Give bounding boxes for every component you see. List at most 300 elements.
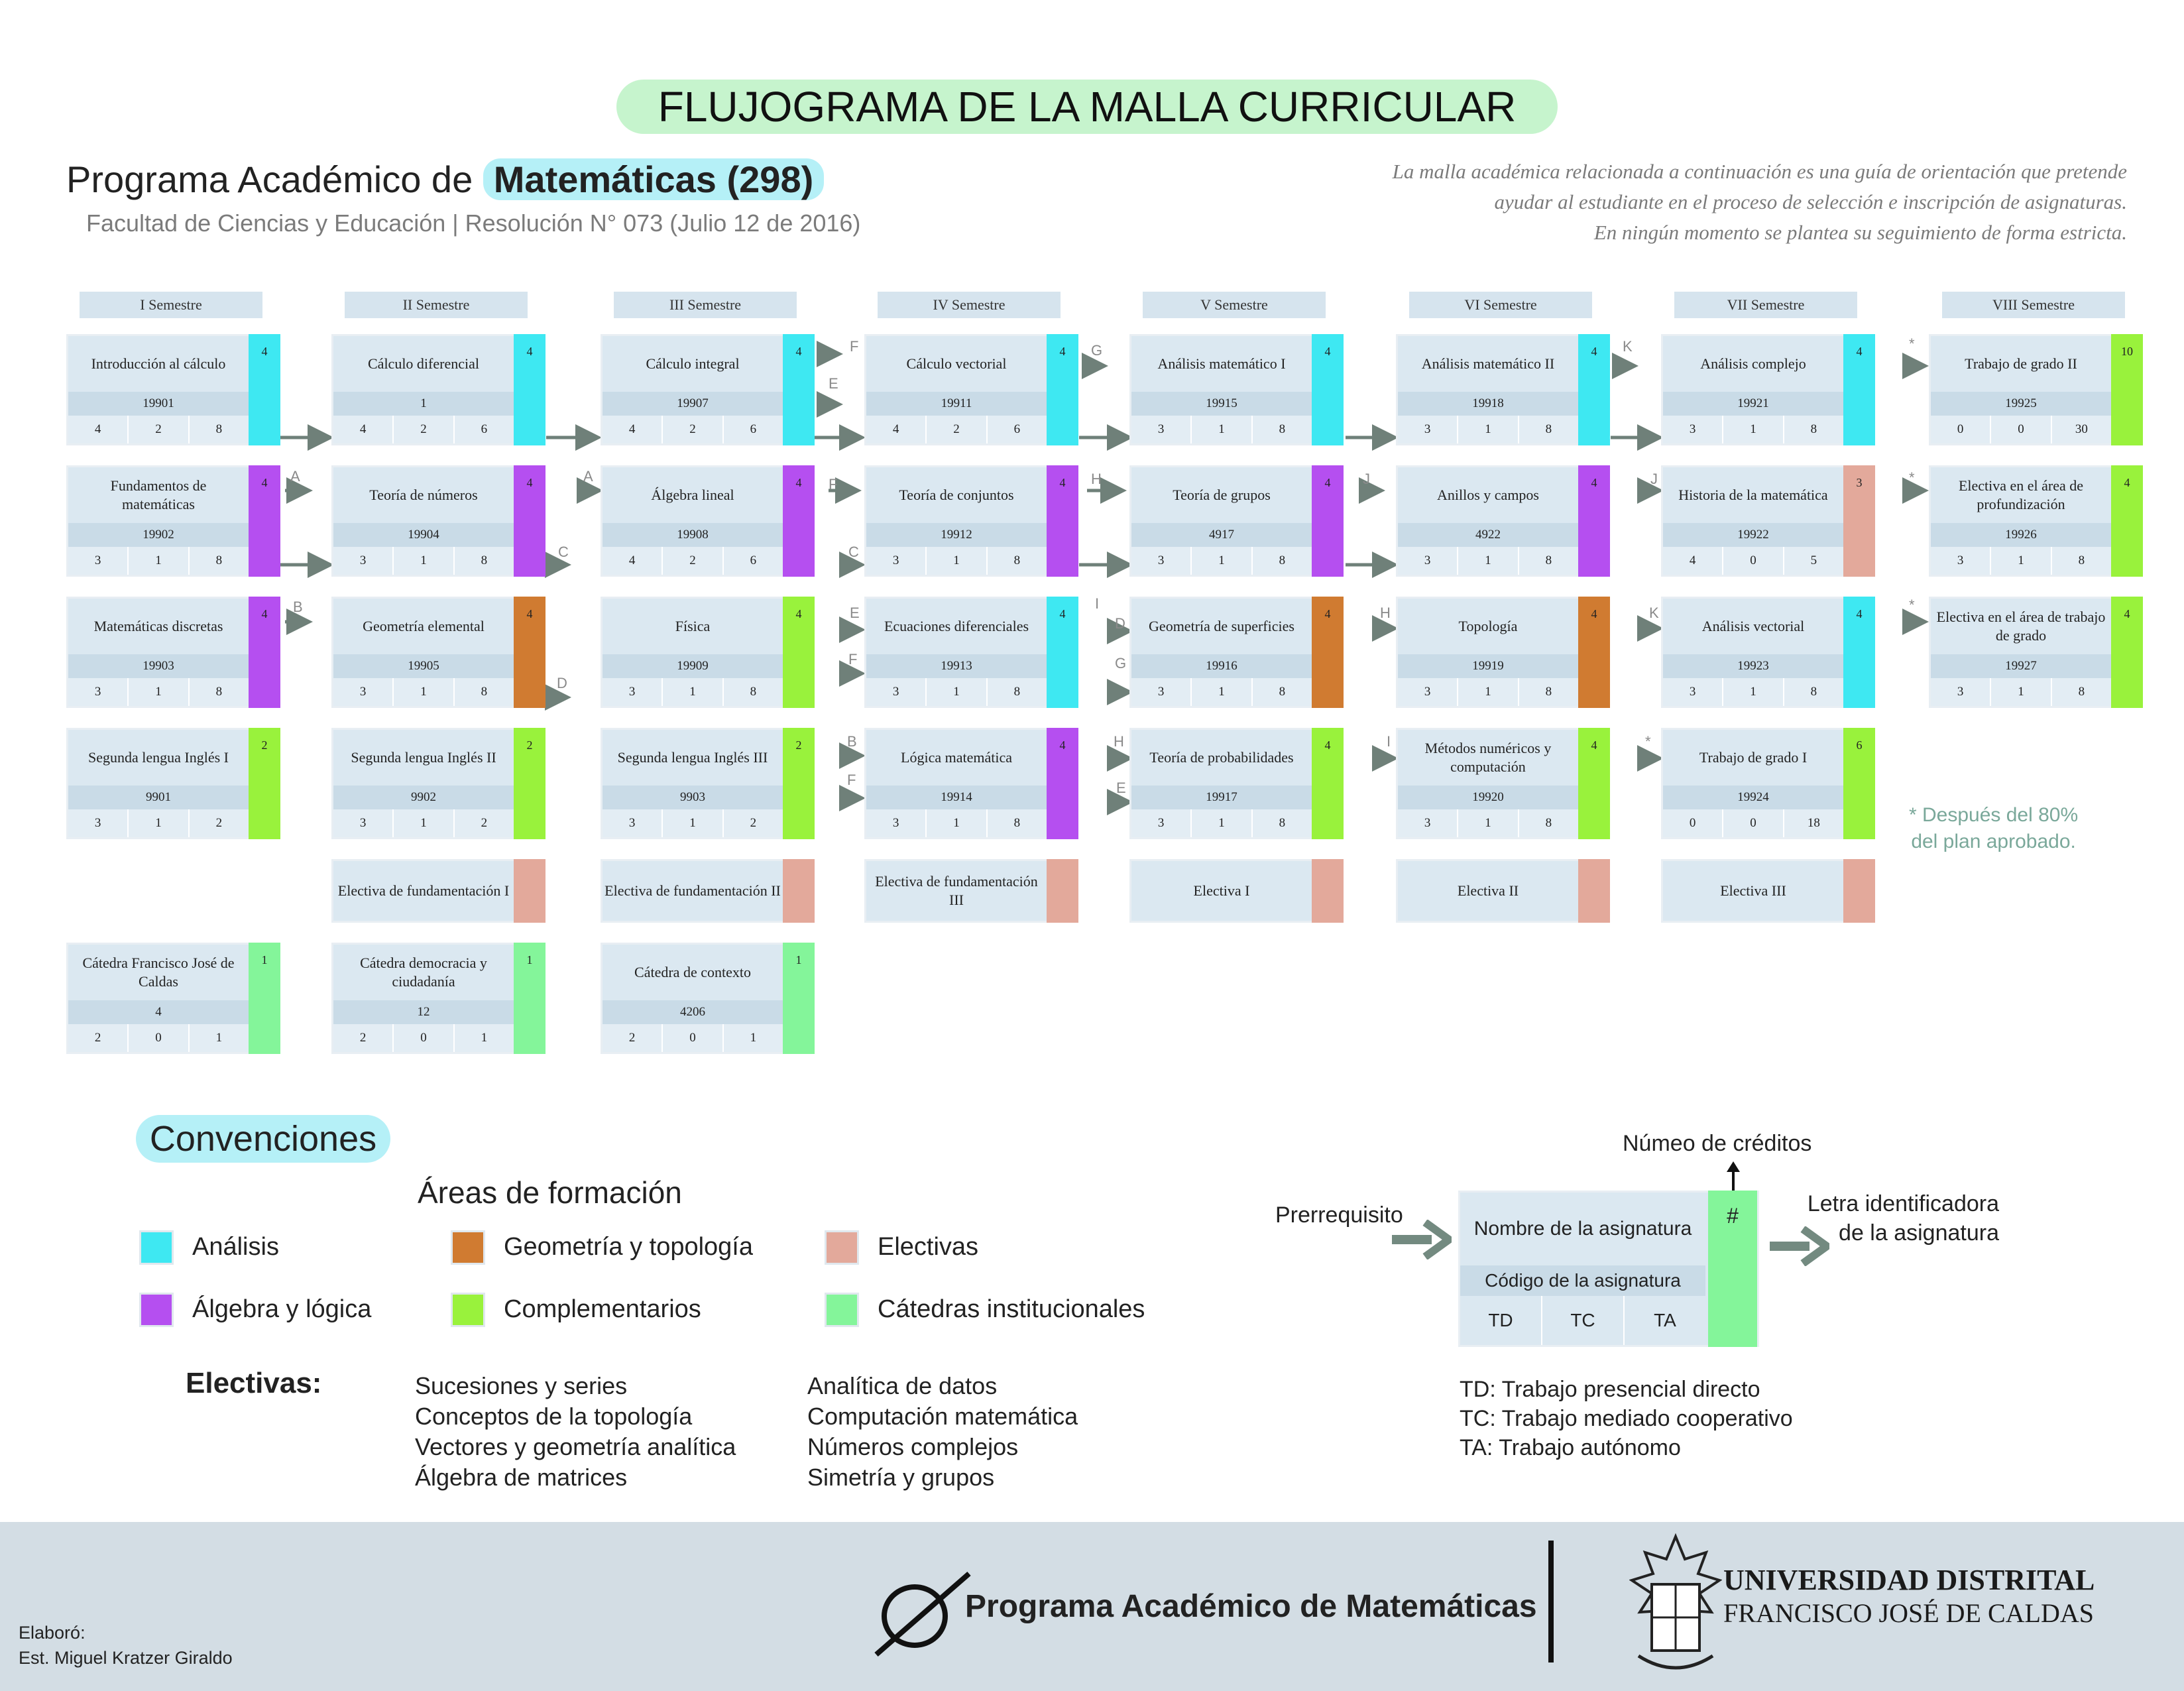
legend-label: Álgebra y lógica bbox=[192, 1295, 372, 1323]
conventions-title: Convenciones bbox=[136, 1115, 390, 1163]
elective-card[interactable] bbox=[601, 859, 813, 923]
course-credits: 4 bbox=[1312, 597, 1344, 708]
course-code: 19921 bbox=[1663, 392, 1843, 416]
course-code: 19918 bbox=[1398, 392, 1578, 416]
legend-swatch-geometria bbox=[451, 1230, 485, 1265]
course-name: Introducción al cálculo bbox=[91, 355, 226, 372]
course-hours bbox=[1931, 678, 2111, 706]
hours-ta: 6 bbox=[1013, 422, 1021, 436]
course-card[interactable] bbox=[1396, 334, 1608, 445]
hours-ta: 8 bbox=[1013, 554, 1021, 567]
prerequisite-letter: J bbox=[1363, 471, 1370, 487]
course-credits: 4 bbox=[514, 597, 546, 708]
course-card[interactable] bbox=[1129, 728, 1342, 839]
hours-ta: 8 bbox=[750, 685, 757, 699]
course-credits: 2 bbox=[783, 728, 815, 839]
semester-header: III Semestre bbox=[614, 292, 797, 318]
prerequisite-letter: H bbox=[1380, 605, 1391, 621]
hours-tc: 0 bbox=[1723, 547, 1784, 575]
hours-ta: 8 bbox=[481, 554, 488, 567]
course-hours bbox=[1663, 809, 1843, 837]
course-code: 19908 bbox=[603, 523, 783, 547]
hours-td: 3 bbox=[1398, 416, 1458, 443]
key-course-name: Nombre de la asignatura bbox=[1473, 1218, 1692, 1240]
hours-tc: 1 bbox=[129, 547, 189, 575]
hours-tc: 1 bbox=[1723, 416, 1784, 443]
legend-swatch-catedras bbox=[825, 1293, 859, 1327]
course-code: 9901 bbox=[68, 786, 249, 809]
course-credits: 4 bbox=[1047, 728, 1078, 839]
key-ta: TA bbox=[1654, 1310, 1676, 1330]
course-name: Ecuaciones diferenciales bbox=[884, 618, 1029, 634]
course-name: Matemáticas discretas bbox=[93, 618, 223, 634]
course-hours bbox=[333, 416, 514, 443]
course-code: 4922 bbox=[1398, 523, 1578, 547]
course-name: Cátedra de contexto bbox=[634, 964, 751, 980]
hours-ta: 30 bbox=[2075, 422, 2088, 436]
course-hours bbox=[333, 678, 514, 706]
course-hours bbox=[1931, 547, 2111, 575]
hours-td: 3 bbox=[333, 809, 394, 837]
course-card[interactable] bbox=[331, 334, 544, 445]
course-credits: 4 bbox=[2111, 597, 2143, 708]
course-credits: 4 bbox=[783, 334, 815, 445]
hours-td: 3 bbox=[1131, 547, 1192, 575]
course-name: Teoría de números bbox=[369, 487, 478, 503]
course-card[interactable] bbox=[1661, 597, 1873, 708]
course-card[interactable] bbox=[1396, 465, 1608, 577]
hours-td: 2 bbox=[68, 1024, 129, 1052]
course-code: 19919 bbox=[1398, 654, 1578, 678]
hours-td: 3 bbox=[333, 678, 394, 706]
course-hours bbox=[333, 809, 514, 837]
course-name: Métodos numéricos y computación bbox=[1424, 740, 1552, 775]
hours-tc: 1 bbox=[1991, 547, 2051, 575]
hours-tc: 1 bbox=[663, 678, 723, 706]
hours-tc: 1 bbox=[927, 547, 987, 575]
prerequisite-letter: K bbox=[1623, 338, 1633, 355]
hours-td: 3 bbox=[866, 678, 927, 706]
prerequisite-letter: A bbox=[583, 468, 593, 485]
course-name: Segunda lengua Inglés II bbox=[351, 749, 496, 766]
course-hours bbox=[603, 1024, 783, 1052]
hours-td: 3 bbox=[603, 678, 663, 706]
hours-tc: 1 bbox=[927, 678, 987, 706]
hours-ta: 8 bbox=[1013, 816, 1021, 830]
course-hours bbox=[1131, 547, 1312, 575]
course-code: 4206 bbox=[603, 1000, 783, 1024]
elaboro-label: Elaboró: bbox=[19, 1623, 86, 1643]
course-card[interactable] bbox=[1929, 465, 2141, 577]
electiva-item: Conceptos de la topología bbox=[415, 1403, 693, 1430]
course-credits: 4 bbox=[1312, 728, 1344, 839]
faculty-resolution: Facultad de Ciencias y Educación | Resolución N° 073 (Julio 12 de 2016) bbox=[86, 209, 861, 237]
elective-card[interactable] bbox=[864, 859, 1076, 923]
course-card[interactable] bbox=[1929, 334, 2141, 445]
course-hours bbox=[68, 809, 249, 837]
hours-tc: 0 bbox=[394, 1024, 454, 1052]
course-card[interactable] bbox=[331, 943, 544, 1054]
course-hours bbox=[1398, 547, 1578, 575]
university-name: UNIVERSIDAD DISTRITAL bbox=[1723, 1564, 2095, 1596]
hours-ta: 8 bbox=[1279, 816, 1286, 830]
course-credits: 10 bbox=[2111, 334, 2143, 445]
program-prefix: Programa Académico de bbox=[66, 158, 473, 200]
course-credits: 6 bbox=[1843, 728, 1875, 839]
course-code: 19903 bbox=[68, 654, 249, 678]
prerequisite-letter: F bbox=[847, 772, 856, 788]
hours-tc: 0 bbox=[1991, 416, 2051, 443]
hours-tc: 2 bbox=[129, 416, 189, 443]
course-name: Segunda lengua Inglés III bbox=[617, 749, 768, 766]
hours-ta: 2 bbox=[750, 816, 757, 830]
course-card[interactable] bbox=[1129, 465, 1342, 577]
course-credits: 4 bbox=[249, 465, 280, 577]
course-card[interactable] bbox=[601, 728, 813, 839]
key-course-box bbox=[1458, 1191, 1759, 1347]
prerequisite-letter: K bbox=[1649, 605, 1659, 621]
course-code: 19911 bbox=[866, 392, 1047, 416]
course-code: 19922 bbox=[1663, 523, 1843, 547]
course-name: Cálculo diferencial bbox=[368, 355, 479, 372]
course-card[interactable] bbox=[66, 728, 278, 839]
course-card[interactable] bbox=[1396, 728, 1608, 839]
elective-swatch bbox=[1312, 859, 1344, 923]
course-credits: 4 bbox=[514, 334, 546, 445]
hours-td: 3 bbox=[866, 809, 927, 837]
hours-ta: 8 bbox=[215, 554, 223, 567]
electiva-item: Vectores y geometría analítica bbox=[415, 1433, 736, 1460]
course-card[interactable] bbox=[66, 465, 278, 577]
course-credits: 4 bbox=[783, 597, 815, 708]
course-code: 9902 bbox=[333, 786, 514, 809]
course-hours bbox=[1131, 809, 1312, 837]
note-line: del plan aprobado. bbox=[1911, 831, 2076, 852]
course-code: 19927 bbox=[1931, 654, 2111, 678]
prerequisite-letter: E bbox=[829, 375, 838, 392]
course-code: 12 bbox=[333, 1000, 514, 1024]
course-credits: 4 bbox=[1312, 334, 1344, 445]
footer bbox=[0, 1522, 2184, 1691]
course-name: Análisis vectorial bbox=[1701, 618, 1805, 634]
hours-td: 3 bbox=[1398, 678, 1458, 706]
hours-tc: 1 bbox=[129, 809, 189, 837]
hours-td: 3 bbox=[1398, 547, 1458, 575]
prerequisite-letter: * bbox=[1909, 335, 1915, 352]
course-name: Teoría de grupos bbox=[1173, 487, 1271, 503]
course-code: 19913 bbox=[866, 654, 1047, 678]
hours-td: 3 bbox=[68, 547, 129, 575]
hours-tc: 1 bbox=[927, 809, 987, 837]
elective-swatch bbox=[1047, 859, 1078, 923]
hours-ta: 6 bbox=[750, 554, 757, 567]
legend-swatch-electivas bbox=[825, 1230, 859, 1265]
key-letter-line: Letra identificadora bbox=[1807, 1191, 1999, 1216]
course-name: Teoría de conjuntos bbox=[899, 487, 1014, 503]
course-card[interactable] bbox=[1129, 334, 1342, 445]
hours-td: 3 bbox=[1131, 809, 1192, 837]
course-code: 19925 bbox=[1931, 392, 2111, 416]
course-hours bbox=[1663, 416, 1843, 443]
hours-tc: 1 bbox=[1458, 416, 1519, 443]
legend-label: Complementarios bbox=[504, 1295, 701, 1323]
course-name: Cátedra democracia y ciudadanía bbox=[360, 955, 487, 990]
course-hours bbox=[68, 416, 249, 443]
electivas-title: Electivas: bbox=[186, 1367, 322, 1399]
course-credits: 2 bbox=[514, 728, 546, 839]
prerequisite-letter: F bbox=[848, 651, 858, 668]
hours-ta: 18 bbox=[1807, 816, 1820, 830]
elective-card[interactable] bbox=[331, 859, 544, 923]
hours-ta: 1 bbox=[215, 1031, 223, 1045]
prerequisite-letter: H bbox=[1091, 471, 1102, 487]
semester-header: VI Semestre bbox=[1409, 292, 1592, 318]
course-card[interactable] bbox=[601, 943, 813, 1054]
course-card[interactable] bbox=[864, 465, 1076, 577]
hours-ta: 5 bbox=[1810, 554, 1817, 567]
hours-tc: 1 bbox=[1192, 809, 1252, 837]
program-name: Matemáticas (298) bbox=[483, 158, 824, 200]
grade-work-note bbox=[1909, 802, 2078, 855]
course-credits: 4 bbox=[1578, 728, 1610, 839]
program-logo-icon bbox=[872, 1568, 972, 1659]
course-credits: 1 bbox=[249, 943, 280, 1054]
elective-name: Electiva de fundamentación II bbox=[604, 882, 781, 899]
elective-name: Electiva de fundamentación I bbox=[337, 882, 510, 899]
elective-card[interactable] bbox=[1661, 859, 1873, 923]
course-hours bbox=[1931, 416, 2111, 443]
course-code: 19923 bbox=[1663, 654, 1843, 678]
course-card[interactable] bbox=[601, 465, 813, 577]
prerequisite-letter: A bbox=[290, 468, 300, 485]
course-credits: 4 bbox=[1047, 334, 1078, 445]
hours-ta: 8 bbox=[1545, 422, 1552, 436]
course-hours bbox=[333, 547, 514, 575]
prerequisite-letter: G bbox=[1115, 655, 1127, 671]
course-card[interactable] bbox=[331, 728, 544, 839]
electiva-item: Números complejos bbox=[807, 1433, 1019, 1460]
elective-card[interactable] bbox=[1129, 859, 1342, 923]
key-def: TD: Trabajo presencial directo bbox=[1460, 1377, 1760, 1402]
hours-tc: 1 bbox=[1192, 416, 1252, 443]
hours-tc: 1 bbox=[1723, 678, 1784, 706]
course-code: 19916 bbox=[1131, 654, 1312, 678]
course-name: Anillos y campos bbox=[1437, 487, 1539, 503]
hours-td: 3 bbox=[1398, 809, 1458, 837]
prerequisite-letter: B bbox=[847, 733, 857, 750]
elective-card[interactable] bbox=[1396, 859, 1608, 923]
course-name: Segunda lengua Inglés I bbox=[88, 749, 229, 766]
footer-program: Programa Académico de Matemáticas bbox=[965, 1589, 1537, 1624]
electiva-item: Simetría y grupos bbox=[807, 1464, 995, 1491]
hours-ta: 8 bbox=[1013, 685, 1021, 699]
course-credits: 4 bbox=[1047, 465, 1078, 577]
hours-td: 3 bbox=[1931, 678, 1991, 706]
course-code: 19924 bbox=[1663, 786, 1843, 809]
course-hours bbox=[1131, 416, 1312, 443]
key-td: TD bbox=[1460, 1296, 1542, 1345]
hours-tc: 0 bbox=[663, 1024, 723, 1052]
course-credits: 3 bbox=[1843, 465, 1875, 577]
hours-ta: 8 bbox=[1810, 422, 1817, 436]
course-credits: 4 bbox=[514, 465, 546, 577]
course-card[interactable] bbox=[864, 597, 1076, 708]
hours-td: 3 bbox=[1663, 416, 1723, 443]
course-name: Fundamentos de matemáticas bbox=[110, 477, 207, 512]
prerequisite-letter: J bbox=[1650, 471, 1658, 487]
course-card[interactable] bbox=[1129, 597, 1342, 708]
hours-tc: 0 bbox=[129, 1024, 189, 1052]
course-card[interactable] bbox=[1661, 465, 1873, 577]
hours-tc: 0 bbox=[1723, 809, 1784, 837]
course-card[interactable] bbox=[1929, 597, 2141, 708]
university-subtitle: FRANCISCO JOSÉ DE CALDAS bbox=[1723, 1598, 2094, 1628]
course-card[interactable] bbox=[66, 597, 278, 708]
course-credits: 4 bbox=[1843, 597, 1875, 708]
hours-ta: 1 bbox=[750, 1031, 757, 1045]
prerequisite-letter: B bbox=[293, 599, 303, 615]
course-card[interactable] bbox=[601, 597, 813, 708]
disclaimer-line: En ningún momento se plantea su seguimiento de forma estricta. bbox=[1593, 221, 2127, 244]
course-hours bbox=[1398, 416, 1578, 443]
course-credits: 4 bbox=[1312, 465, 1344, 577]
hours-td: 3 bbox=[68, 809, 129, 837]
course-hours bbox=[866, 809, 1047, 837]
elective-swatch bbox=[514, 859, 546, 923]
prereq-arrow-icon bbox=[1392, 1220, 1452, 1259]
elective-name: Electiva III bbox=[1720, 882, 1786, 899]
key-letter-line: de la asignatura bbox=[1839, 1220, 1999, 1246]
course-name: Cálculo integral bbox=[646, 355, 740, 372]
prerequisite-letter: * bbox=[1909, 597, 1915, 613]
course-code: 19905 bbox=[333, 654, 514, 678]
electivas-list-1 bbox=[415, 1371, 736, 1493]
course-card[interactable] bbox=[1661, 728, 1873, 839]
course-name: Física bbox=[675, 618, 711, 634]
key-definitions bbox=[1460, 1375, 1793, 1462]
course-name: Electiva en el área de trabajo de grado bbox=[1936, 609, 2106, 644]
course-code: 9903 bbox=[603, 786, 783, 809]
course-code: 19920 bbox=[1398, 786, 1578, 809]
course-card[interactable] bbox=[1661, 334, 1873, 445]
electiva-item: Computación matemática bbox=[807, 1403, 1078, 1430]
course-card[interactable] bbox=[1396, 597, 1608, 708]
hours-tc: 1 bbox=[1192, 547, 1252, 575]
hours-td: 3 bbox=[68, 678, 129, 706]
course-name: Análisis matemático II bbox=[1421, 355, 1555, 372]
course-hours bbox=[866, 678, 1047, 706]
semester-header: IV Semestre bbox=[878, 292, 1061, 318]
course-code: 19909 bbox=[603, 654, 783, 678]
hours-tc: 1 bbox=[1192, 678, 1252, 706]
hours-ta: 8 bbox=[1279, 685, 1286, 699]
course-card[interactable] bbox=[864, 334, 1076, 445]
course-hours bbox=[1663, 547, 1843, 575]
legend-swatch-algebra bbox=[139, 1293, 174, 1327]
up-arrow-icon bbox=[1723, 1161, 1743, 1195]
course-credits: 1 bbox=[783, 943, 815, 1054]
prerequisite-letter: H bbox=[1114, 733, 1124, 750]
key-prereq-label: Prerrequisito bbox=[1275, 1202, 1403, 1228]
course-card[interactable] bbox=[66, 334, 278, 445]
course-code: 19917 bbox=[1131, 786, 1312, 809]
prerequisite-letter: D bbox=[557, 675, 567, 691]
hours-ta: 8 bbox=[215, 422, 223, 436]
course-name: Lógica matemática bbox=[901, 749, 1012, 766]
hours-ta: 8 bbox=[481, 685, 488, 699]
course-hours bbox=[1131, 678, 1312, 706]
course-credits: 4 bbox=[1578, 465, 1610, 577]
course-credits: 4 bbox=[249, 334, 280, 445]
hours-td: 0 bbox=[1663, 809, 1723, 837]
course-hours bbox=[1398, 678, 1578, 706]
course-hours bbox=[68, 1024, 249, 1052]
key-credit-strip: # bbox=[1708, 1191, 1757, 1347]
course-hours bbox=[603, 678, 783, 706]
course-name: Teoría de probabilidades bbox=[1149, 749, 1294, 766]
hours-ta: 6 bbox=[750, 422, 757, 436]
course-credits: 4 bbox=[783, 465, 815, 577]
hours-tc: 2 bbox=[394, 416, 454, 443]
course-code: 19904 bbox=[333, 523, 514, 547]
course-credits: 4 bbox=[1843, 334, 1875, 445]
electiva-item: Sucesiones y series bbox=[415, 1372, 628, 1399]
prerequisite-letter: E bbox=[1116, 780, 1126, 796]
course-card[interactable] bbox=[331, 597, 544, 708]
course-code: 19915 bbox=[1131, 392, 1312, 416]
course-code: 19901 bbox=[68, 392, 249, 416]
hours-ta: 8 bbox=[215, 685, 223, 699]
electivas-list-2 bbox=[807, 1371, 1078, 1493]
prerequisite-letter: I bbox=[1095, 595, 1100, 612]
hours-tc: 1 bbox=[394, 809, 454, 837]
key-def: TA: Trabajo autónomo bbox=[1460, 1435, 1681, 1460]
course-card[interactable] bbox=[864, 728, 1076, 839]
electiva-item: Analítica de datos bbox=[807, 1372, 998, 1399]
course-credits: 2 bbox=[249, 728, 280, 839]
hours-td: 2 bbox=[603, 1024, 663, 1052]
prerequisite-letter: I bbox=[1387, 733, 1391, 750]
semester-header: I Semestre bbox=[80, 292, 262, 318]
hours-td: 4 bbox=[68, 416, 129, 443]
hours-td: 4 bbox=[1663, 547, 1723, 575]
key-hours-row bbox=[1460, 1296, 1705, 1345]
course-name: Cálculo vectorial bbox=[906, 355, 1007, 372]
prerequisite-letter: G bbox=[1091, 342, 1103, 359]
prerequisite-letter: D bbox=[1115, 615, 1125, 632]
disclaimer-line: ayudar al estudiante en el proceso de selección e inscripción de asignaturas. bbox=[1494, 190, 2127, 213]
course-code: 19907 bbox=[603, 392, 783, 416]
key-course-code: Código de la asignatura bbox=[1460, 1265, 1705, 1296]
legend-label: Geometría y topología bbox=[504, 1233, 753, 1261]
prerequisite-letter: F bbox=[850, 338, 859, 355]
author-name: Est. Miguel Kratzer Giraldo bbox=[19, 1648, 233, 1668]
hours-ta: 2 bbox=[215, 816, 223, 830]
hours-tc: 1 bbox=[1458, 547, 1519, 575]
hours-ta: 1 bbox=[481, 1031, 488, 1045]
course-card[interactable] bbox=[66, 943, 278, 1054]
course-hours bbox=[603, 547, 783, 575]
prerequisite-letter: C bbox=[848, 544, 859, 560]
course-hours bbox=[603, 416, 783, 443]
hours-td: 4 bbox=[603, 416, 663, 443]
course-card[interactable] bbox=[601, 334, 813, 445]
hours-td: 3 bbox=[333, 547, 394, 575]
semester-header: II Semestre bbox=[345, 292, 528, 318]
course-card[interactable] bbox=[331, 465, 544, 577]
course-credits: 4 bbox=[1578, 597, 1610, 708]
course-name: Cátedra Francisco José de Caldas bbox=[82, 955, 235, 990]
